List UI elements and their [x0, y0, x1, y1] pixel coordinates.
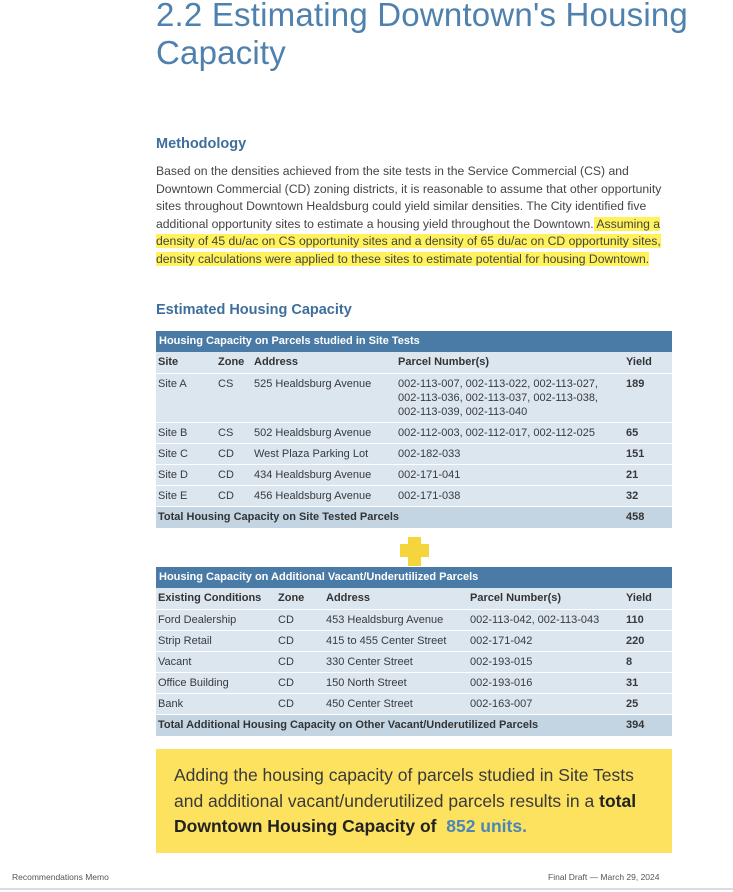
- callout-text: Adding the housing capacity of parcels studied in Site Tests and additional vacant/underutilized parcels results in a: [174, 765, 634, 811]
- cell-existing: Vacant: [156, 652, 276, 672]
- cell-parcel: 002-171-041: [396, 465, 624, 485]
- page-title: 2.2 Estimating Downtown's Housing Capacity: [156, 0, 688, 71]
- additional-table-caption: Housing Capacity on Additional Vacant/Underutilized Parcels: [156, 567, 672, 588]
- total-row: [156, 507, 672, 528]
- cell-existing: Strip Retail: [156, 631, 276, 651]
- cell-zone: CD: [216, 465, 252, 485]
- cell-site: Site D: [156, 465, 216, 485]
- col-header-parcel: Parcel Number(s): [396, 352, 624, 373]
- cell-zone: CD: [276, 610, 324, 630]
- footer-left: Recommendations Memo: [12, 872, 109, 882]
- cell-site: Site B: [156, 423, 216, 443]
- plus-icon-bar: [400, 544, 429, 557]
- cell-parcel: 002-182-033: [396, 444, 624, 464]
- methodology-heading: Methodology: [156, 136, 247, 152]
- table-row: [156, 486, 672, 506]
- cell-existing: Bank: [156, 694, 276, 714]
- cell-parcel: 002-163-007: [468, 694, 624, 714]
- table-row: [156, 423, 672, 443]
- cell-address: West Plaza Parking Lot: [252, 444, 396, 464]
- cell-site: Site E: [156, 486, 216, 506]
- table-row: [156, 652, 672, 672]
- table-row: [156, 673, 672, 693]
- cell-zone: CS: [216, 423, 252, 443]
- cell-address: 415 to 455 Center Street: [324, 631, 468, 651]
- col-header-yield: Yield: [624, 352, 672, 373]
- cell-address: 450 Center Street: [324, 694, 468, 714]
- col-header-site: Site: [156, 352, 216, 373]
- total-value: 458: [624, 507, 672, 528]
- site-test-table-caption: Housing Capacity on Parcels studied in Site Tests: [156, 331, 672, 352]
- cell-parcel: 002-171-038: [396, 486, 624, 506]
- table-row: [156, 374, 672, 422]
- cell-address: 330 Center Street: [324, 652, 468, 672]
- total-row: [156, 715, 672, 736]
- methodology-highlight: Assuming a density of 45 du/ac on CS opportunity sites and a density of 65 du/ac on CD opportunity sites, density calculations were applied to these sites to estimate potential for housing Downtown.: [156, 216, 661, 266]
- total-label: Total Housing Capacity on Site Tested Parcels: [156, 507, 624, 528]
- cell-zone: CD: [276, 652, 324, 672]
- cell-yield: 151: [624, 444, 672, 464]
- cell-zone: CD: [216, 444, 252, 464]
- col-header-zone: Zone: [276, 588, 324, 609]
- table-row: [156, 694, 672, 714]
- summary-callout: [156, 749, 672, 853]
- cell-zone: CD: [276, 673, 324, 693]
- cell-zone: CD: [216, 486, 252, 506]
- cell-zone: CS: [216, 374, 252, 422]
- table-row: [156, 465, 672, 485]
- cell-yield: 25: [624, 694, 672, 714]
- cell-yield: 21: [624, 465, 672, 485]
- cell-yield: 32: [624, 486, 672, 506]
- callout-bold: total Downtown Housing Capacity of: [174, 790, 637, 836]
- cell-site: Site A: [156, 374, 216, 422]
- additional-parcels-table: [156, 567, 672, 736]
- table-row: [156, 610, 672, 630]
- col-header-address: Address: [324, 588, 468, 609]
- col-header-zone: Zone: [216, 352, 252, 373]
- cell-site: Site C: [156, 444, 216, 464]
- cell-parcel: 002-113-042, 002-113-043: [468, 610, 624, 630]
- cell-address: 434 Healdsburg Avenue: [252, 465, 396, 485]
- cell-yield: 65: [624, 423, 672, 443]
- cell-yield: 189: [624, 374, 672, 422]
- col-header-yield: Yield: [624, 588, 672, 609]
- cell-yield: 110: [624, 610, 672, 630]
- total-label: Total Additional Housing Capacity on Other Vacant/Underutilized Parcels: [156, 715, 624, 736]
- cell-parcel: 002-193-015: [468, 652, 624, 672]
- capacity-heading: Estimated Housing Capacity: [156, 302, 352, 318]
- cell-parcel: 002-171-042: [468, 631, 624, 651]
- callout-total-units: 852 units.: [446, 816, 527, 836]
- cell-zone: CD: [276, 631, 324, 651]
- col-header-address: Address: [252, 352, 396, 373]
- cell-address: 525 Healdsburg Avenue: [252, 374, 396, 422]
- cell-address: 453 Healdsburg Avenue: [324, 610, 468, 630]
- cell-parcel: 002-112-003, 002-112-017, 002-112-025: [396, 423, 624, 443]
- total-value: 394: [624, 715, 672, 736]
- methodology-paragraph: [156, 163, 676, 268]
- cell-yield: 31: [624, 673, 672, 693]
- methodology-text: Based on the densities achieved from the site tests in the Service Commercial (CS) and Downtown Commercial (CD) zoning districts, it is reasonable to assume that other opportunity sites throughout Downtown Healdsburg could yield similar densities. The City identified five additional opportunity sites to estimate a housing yield throughout the Downtown.: [156, 164, 662, 231]
- cell-yield: 220: [624, 631, 672, 651]
- cell-zone: CD: [276, 694, 324, 714]
- cell-existing: Ford Dealership: [156, 610, 276, 630]
- cell-parcel: 002-193-016: [468, 673, 624, 693]
- cell-existing: Office Building: [156, 673, 276, 693]
- table-row: [156, 444, 672, 464]
- cell-address: 502 Healdsburg Avenue: [252, 423, 396, 443]
- cell-parcel: 002-113-007, 002-113-022, 002-113-027, 002-113-036, 002-113-037, 002-113-038, 002-113-039, 002-113-040: [396, 374, 624, 422]
- col-header-parcel: Parcel Number(s): [468, 588, 624, 609]
- cell-address: 150 North Street: [324, 673, 468, 693]
- table-row: [156, 631, 672, 651]
- footer-divider: [0, 888, 733, 890]
- cell-address: 456 Healdsburg Avenue: [252, 486, 396, 506]
- site-test-table: [156, 331, 672, 528]
- cell-yield: 8: [624, 652, 672, 672]
- footer-right: Final Draft — March 29, 2024: [548, 872, 660, 882]
- col-header-existing-conditions: Existing Conditions: [156, 588, 276, 609]
